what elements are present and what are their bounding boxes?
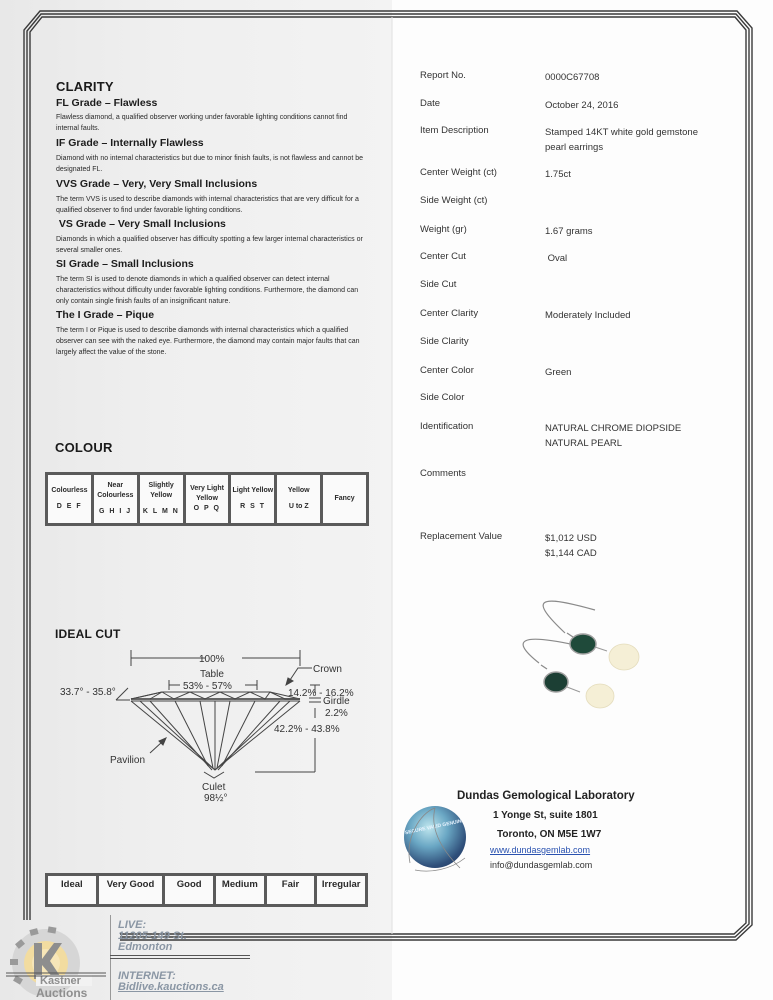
internet-url-link[interactable]: Bidlive.kauctions.ca: [118, 981, 224, 993]
colour-name: Slightly Yellow: [148, 482, 174, 499]
lab-email: info@dundasgemlab.com: [490, 860, 593, 870]
pearl-icon: [609, 644, 639, 670]
lab-name: Dundas Gemological Laboratory: [457, 790, 635, 802]
colour-name: Light Yellow: [232, 487, 274, 494]
table-range: 53% - 57%: [183, 681, 232, 692]
crown-angle-label: 33.7° - 35.8°: [60, 687, 116, 698]
cut-cell-medium: Medium: [216, 876, 264, 904]
earrings-photo: [495, 595, 665, 715]
colour-letters: O P Q: [193, 505, 221, 512]
field-value: 1.67 grams: [545, 226, 593, 237]
grade-desc-pique: The term I or Pique is used to describe diamonds with internal characteristics which a qualified observer can see with the naked eye. Furthermore, the diamond may contain major faults that can largely affect the value of the stone.: [56, 327, 360, 356]
field-label: Report No.: [420, 70, 466, 81]
auction-rule-line: [110, 958, 250, 959]
pavilion-depth-label: 42.2% - 43.8%: [274, 724, 340, 735]
colour-cell-very-light-yellow: [186, 475, 229, 523]
field-value: $1,012 USD: [545, 533, 597, 544]
live-label: LIVE:: [118, 919, 147, 931]
gemstone-icon: [570, 634, 596, 654]
field-value: 0000C67708: [545, 72, 600, 83]
field-label: Item Description: [420, 125, 489, 136]
grade-title-pique: The I Grade – Pique: [56, 309, 155, 321]
live-address: 11205-149 St.: [118, 930, 187, 942]
field-label: Side Weight (ct): [420, 195, 488, 206]
colour-name: Very Light Yellow: [190, 485, 224, 502]
lab-address-line2: Toronto, ON M5E 1W7: [497, 829, 602, 840]
signature-icon: [400, 798, 470, 878]
field-label: Side Cut: [420, 279, 457, 290]
field-label: Weight (gr): [420, 224, 467, 235]
grade-desc-vs: Diamonds in which a qualified observer has difficulty spotting a few larger internal characteristics or several smaller ones.: [56, 236, 363, 254]
cut-cell-very-good: Very Good: [99, 876, 163, 904]
field-value: Oval: [545, 253, 568, 264]
grade-desc-vvs: The term VVS is used to describe diamonds with internal characteristics that are very difficult for a qualified observer to find under favorable lighting conditions.: [56, 196, 359, 214]
logo-text-bottom: Auctions: [36, 986, 88, 999]
grade-title-vs: VS Grade – Very Small Inclusions: [56, 218, 226, 230]
auction-internet-location: [118, 971, 224, 993]
logo-text-top: Kastner: [40, 975, 81, 987]
cut-cell-irregular: Irregular: [317, 876, 365, 904]
colour-letters: R S T: [240, 503, 266, 510]
diamond-proportions-diagram: [50, 640, 370, 830]
colour-grade-table: [45, 472, 369, 526]
grade-title-vvs: VVS Grade – Very, Very Small Inclusions: [56, 178, 258, 190]
colour-cell-slightly-yellow: [140, 475, 183, 523]
auction-live-location: [118, 920, 187, 953]
field-label: Comments: [420, 468, 466, 479]
colour-title: COLOUR: [55, 440, 113, 455]
colour-name: Colourless: [51, 487, 88, 494]
field-label: Center Color: [420, 365, 474, 376]
hologram-text: SECURE VALID GENUINE: [404, 817, 466, 837]
field-value: Green: [545, 367, 572, 378]
lab-address-line1: 1 Yonge St, suite 1801: [493, 810, 598, 821]
colour-name: Fancy: [334, 495, 355, 502]
field-label: Identification: [420, 421, 474, 432]
cut-cell-good: Good: [165, 876, 213, 904]
field-value-line2: NATURAL PEARL: [545, 438, 623, 449]
grade-title-si: SI Grade – Small Inclusions: [56, 258, 194, 270]
diamond-diagram-icon: [50, 640, 370, 830]
internet-label: INTERNET:: [118, 970, 176, 982]
pearl-icon: [586, 684, 614, 708]
girdle-value: 2.2%: [325, 708, 348, 719]
field-value: Moderately Included: [545, 310, 631, 321]
colour-letters: K L M N: [142, 508, 180, 515]
grade-desc-if: Diamond with no internal characteristics but due to minor finish faults, is not flawless and cannot be designated FL.: [56, 155, 363, 173]
auction-rule-line: [110, 955, 250, 956]
field-value: NATURAL CHROME DIOPSIDE: [545, 423, 682, 434]
ideal-cut-title: IDEAL CUT: [55, 627, 121, 641]
field-label: Center Weight (ct): [420, 167, 497, 178]
crown-label: Crown: [313, 664, 342, 675]
field-value-line2: pearl earrings: [545, 142, 604, 153]
lab-contact-block: [400, 788, 680, 883]
cut-cell-ideal: Ideal: [48, 876, 96, 904]
field-label: Replacement Value: [420, 531, 503, 542]
field-value: Stamped 14KT white gold gemstone: [545, 127, 698, 138]
colour-letters: G H I J: [98, 508, 132, 515]
grade-title-fl: FL Grade – Flawless: [56, 97, 158, 109]
field-value: October 24, 2016: [545, 100, 619, 111]
colour-cell-light-yellow: [231, 475, 274, 523]
live-city: Edmonton: [118, 941, 173, 953]
auction-watermark: [0, 915, 250, 1000]
kastner-auctions-logo-icon: [6, 923, 106, 999]
colour-name: Near Colourless: [97, 482, 134, 499]
field-label: Date: [420, 98, 441, 109]
grade-title-if: IF Grade – Internally Flawless: [56, 137, 204, 149]
table-label: Table: [200, 669, 224, 680]
colour-cell-fancy: [323, 475, 366, 523]
field-label: Side Color: [420, 392, 465, 403]
clarity-title: CLARITY: [56, 79, 114, 94]
grade-desc-fl: Flawless diamond, a qualified observer working under favorable lighting conditions cannot find internal faults.: [56, 114, 348, 132]
field-label: Side Clarity: [420, 336, 469, 347]
field-value-line2: $1,144 CAD: [545, 548, 597, 559]
colour-cell-near-colourless: [94, 475, 137, 523]
colour-name: Yellow: [287, 487, 310, 494]
field-value: 1.75ct: [545, 169, 571, 180]
field-label: Center Cut: [420, 251, 466, 262]
width-label: 100%: [199, 654, 225, 665]
field-label: Center Clarity: [420, 308, 479, 319]
colour-cell-yellow: [277, 475, 320, 523]
gemstone-icon: [544, 672, 568, 692]
pavilion-label: Pavilion: [110, 755, 146, 766]
cut-grade-table: [45, 873, 368, 907]
grade-desc-si: The term SI is used to denote diamonds in which a qualified observer can detect internal characteristics without difficulty under favorable lighting conditions. Furthermore, the diamond can only contain single finish faults of an insignificant nature.: [56, 276, 359, 305]
culet-label: Culet: [202, 782, 226, 793]
girdle-label: Girdle: [323, 696, 350, 707]
colour-letters: D E F: [56, 503, 83, 510]
colour-letters: U to Z: [288, 503, 309, 510]
crown-height-label: 14.2% - 16.2%: [288, 688, 354, 699]
lab-website-link[interactable]: www.dundasgemlab.com: [490, 845, 591, 855]
colour-cell-colourless: [48, 475, 91, 523]
cut-cell-fair: Fair: [267, 876, 315, 904]
culet-value: 98½°: [204, 793, 228, 804]
